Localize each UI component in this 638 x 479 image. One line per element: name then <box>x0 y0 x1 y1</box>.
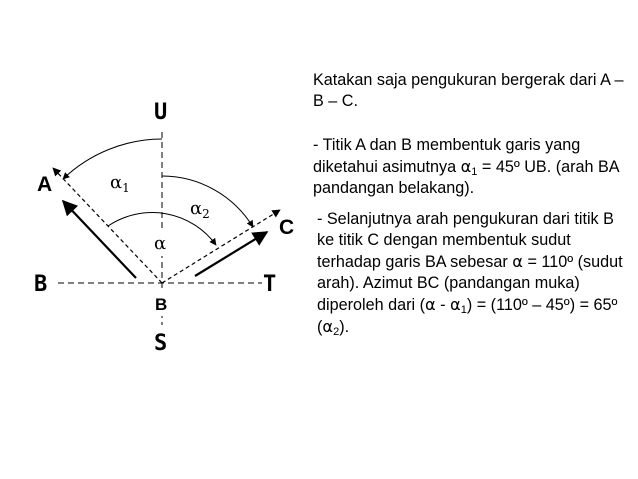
east-label: T <box>263 272 277 297</box>
explanation-text <box>313 70 631 338</box>
south-label: S <box>154 331 168 356</box>
alpha-label: α <box>154 233 167 254</box>
alpha2-label: $\alpha_2$ <box>190 198 210 221</box>
line-ba <box>53 168 162 283</box>
north-label: U <box>154 100 168 125</box>
arrow-b-to-a <box>63 201 136 278</box>
point-c-label: C <box>279 216 295 239</box>
point-b-label: B <box>155 295 168 314</box>
paragraph-measurement: Katakan saja pengukuran bergerak dari A – B – C. <box>313 71 624 110</box>
arrow-b-to-c <box>195 232 267 276</box>
paragraph-line-bc: - Selanjutnya arah pengukuran dari titik B ke titik C dengan membentuk sudut terhadap garis BA sebesar α = 110º (sudut arah). Azimut BC (pandangan muka) diperoleh dari $(\alpha - \alpha_1)$ = (110º – 45º) = 65º $(\alpha_2)$. <box>317 210 623 338</box>
azimuth-diagram <box>0 0 310 479</box>
alpha1-label: $\alpha_1$ <box>110 172 130 195</box>
west-label: B <box>34 272 48 297</box>
paragraph-line-ab: - Titik A dan B membentuk garis yang diketahui asimutnya $\alpha_1$ = 45º UB. (arah BA pandangan belakang). <box>313 136 619 197</box>
point-a-label: A <box>37 173 53 196</box>
